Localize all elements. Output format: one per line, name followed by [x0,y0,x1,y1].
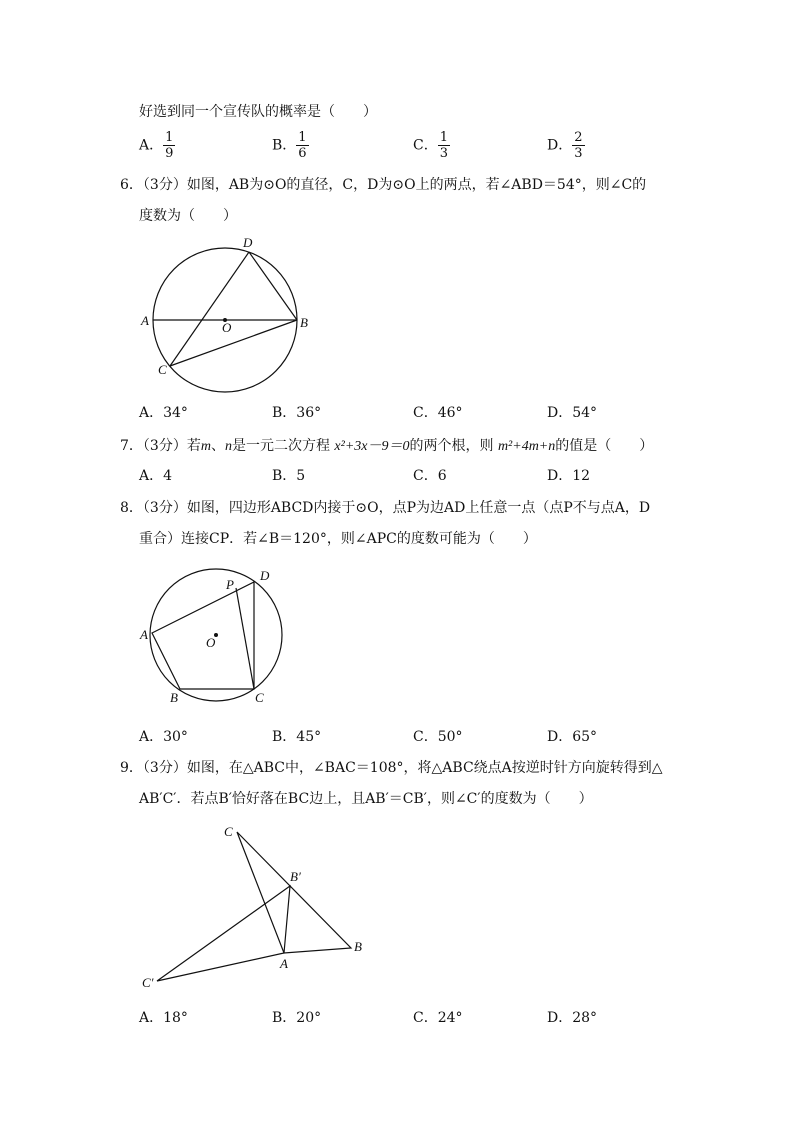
q6-label-o: O [222,320,232,335]
q6-label-a: A [141,313,149,328]
q8-label-b: B [170,690,178,705]
q8-label-p: P [226,577,234,592]
q9-label-c: C [224,824,233,839]
q8-label-a: A [140,627,148,642]
q8-label-c: C [255,690,264,705]
q9-option-a[interactable]: A．18° [139,1010,188,1026]
q7-option-c[interactable]: C．6 [413,468,447,484]
q9-label-a: A [280,956,288,971]
q6-option-c[interactable]: C．46° [413,405,463,421]
q7-option-b[interactable]: B．5 [272,468,306,484]
fraction: $\frac{2}{3}$ [574,130,583,161]
fraction: $\frac{1}{3}$ [439,130,448,161]
q6-option-d[interactable]: D．54° [547,405,598,421]
option-letter: A． [139,137,164,154]
expression: m²+4m+n [497,439,556,454]
q7-stem: 7．（3分）若m、n是一元二次方程 x²+3x－9＝0的两个根，则 m²+4m+n的值是（ ） [120,438,654,454]
q9-option-d[interactable]: D．28° [547,1010,598,1026]
q6-label-c: C [158,362,167,377]
q9-triangle-abc [237,832,351,953]
option-letter: C． [413,137,438,154]
option-letter: D． [547,137,573,154]
q8-stem-line2: 重合）连接CP．若∠B＝120°，则∠APC的度数可能为（ ） [139,531,537,547]
q6-option-a[interactable]: A．34° [139,405,188,421]
q8-stem-line1: 8．（3分）如图，四边形ABCD内接于⊙O，点P为边AD上任意一点（点P不与点A，D [120,500,651,516]
q6-stem-line2: 度数为（ ） [139,208,237,224]
q9-triangle-ab-prime-c-prime [157,886,290,981]
fraction: $\frac{1}{6}$ [298,130,307,161]
option-letter: B． [272,137,297,154]
q8-option-d[interactable]: D．65° [547,729,598,745]
q7-option-d[interactable]: D．12 [547,468,591,484]
q7-option-a[interactable]: A．4 [139,468,173,484]
var-n: n [224,439,232,454]
q9-label-b-prime: B′ [290,869,301,884]
q6-label-b: B [300,315,308,330]
q8-label-d: D [260,568,270,583]
q6-stem-line1: 6．（3分）如图，AB为⊙O的直径，C，D为⊙O上的两点，若∠ABD＝54°，则∠C的 [120,177,647,193]
q9-option-c[interactable]: C．24° [413,1010,463,1026]
q8-option-c[interactable]: C．50° [413,729,463,745]
q6-label-d: D [243,235,253,250]
q8-label-o: O [206,635,216,650]
var-m: m [200,439,211,454]
q9-stem-line1: 9．（3分）如图，在△ABC中，∠BAC＝108°，将△ABC绕点A按逆时针方向旋转得到△ [120,760,663,776]
q9-label-b: B [354,939,362,954]
q9-option-b[interactable]: B．20° [272,1010,322,1026]
fraction: $\frac{1}{9}$ [165,130,174,161]
q9-label-c-prime: C′ [142,975,154,990]
q8-option-a[interactable]: A．30° [139,729,188,745]
equation: x²+3x－9＝0 [334,439,410,454]
q9-stem-line2: AB′C′．若点B′恰好落在BC边上，且AB′＝CB′，则∠C′的度数为（ ） [139,791,593,807]
q6-option-b[interactable]: B．36° [272,405,322,421]
q8-option-b[interactable]: B．45° [272,729,322,745]
q5-text: 好选到同一个宣传队的概率是（ ） [139,104,377,120]
